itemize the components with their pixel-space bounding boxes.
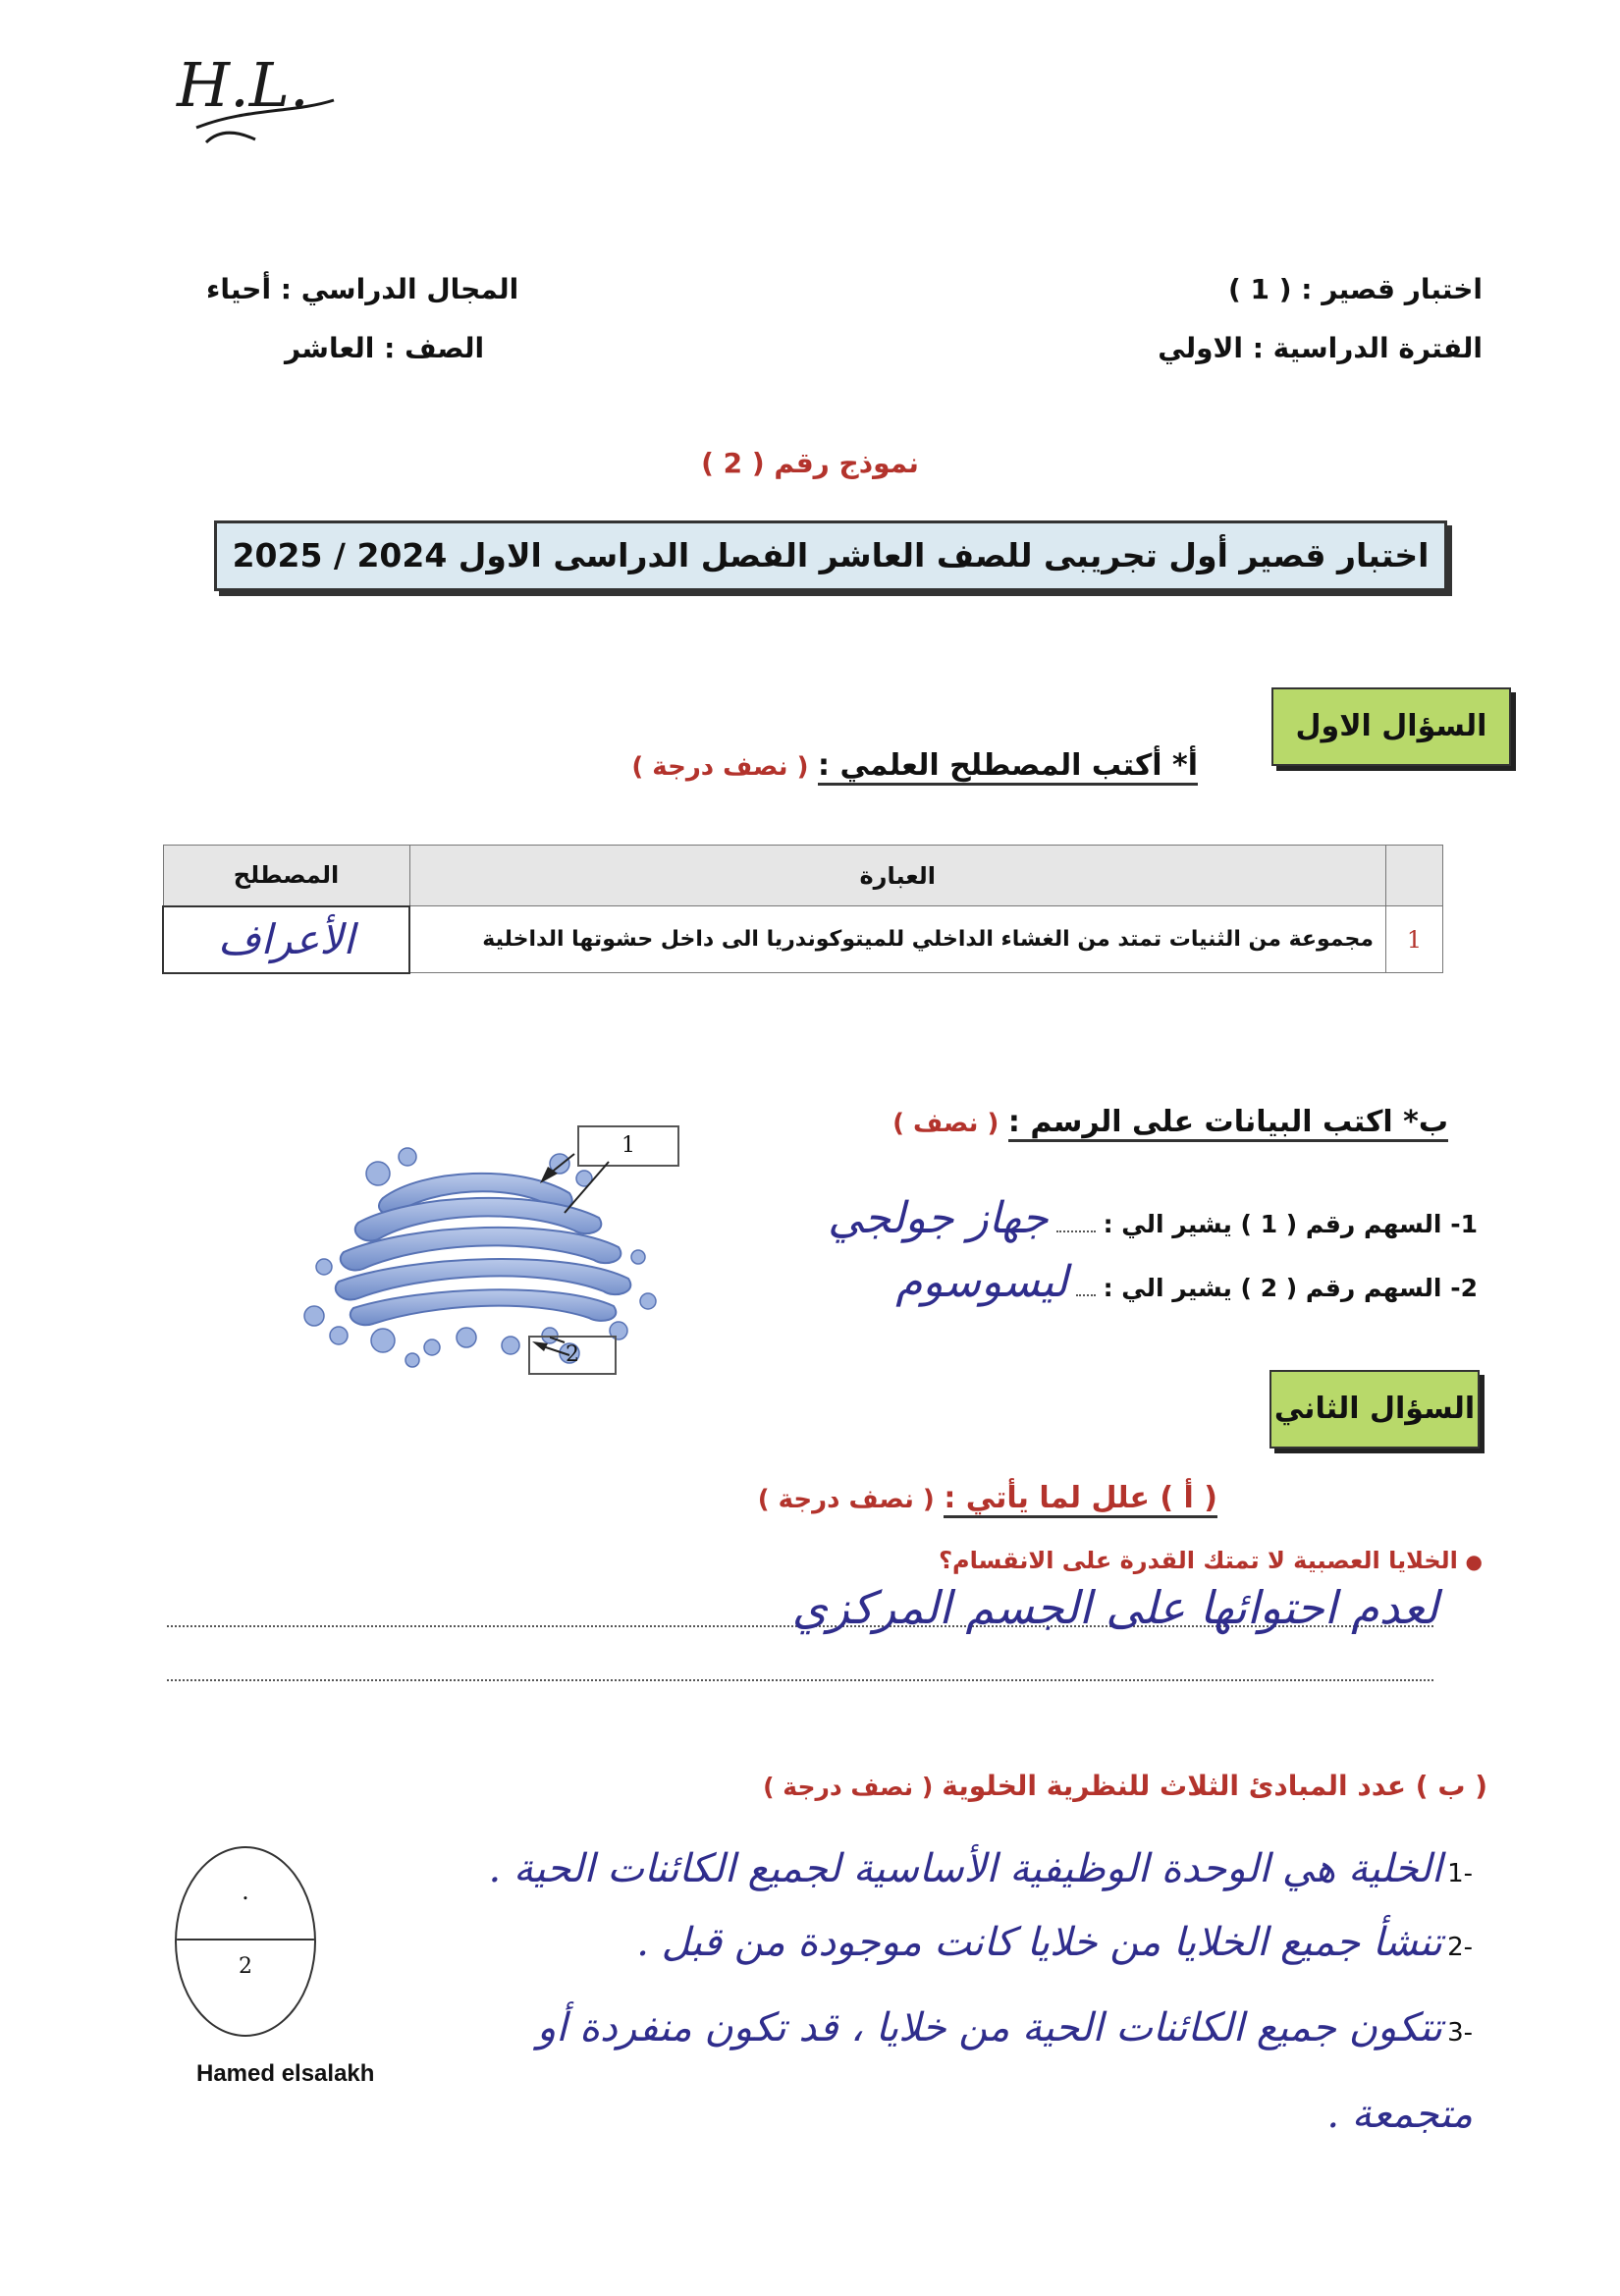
q1-part-a-heading xyxy=(631,748,1198,783)
label-item-1-answer: جهاز جولجي xyxy=(828,1193,1049,1243)
q1-part-b-heading xyxy=(892,1105,1448,1139)
term-table xyxy=(162,845,1443,974)
q2-part-a-question-text: الخلايا العصبية لا تمتك القدرة على الانقسام؟ xyxy=(939,1547,1458,1574)
principle-1-answer: الخلية هي الوحدة الوظيفية الأساسية لجميع الكائنات الحية . xyxy=(488,1846,1442,1891)
statement-header: العبارة xyxy=(409,846,1386,906)
principle-3-answer: تتكون جميع الكائنات الحية من خلايا ، قد تكون منفردة أو متجمعة . xyxy=(536,2005,1473,2137)
q1-part-b-label: ب* اكتب البيانات على الرسم : xyxy=(1008,1105,1448,1142)
q2-part-a-heading xyxy=(758,1481,1217,1515)
principle-2-num: -2 xyxy=(1447,1933,1473,1962)
label-item-1 xyxy=(828,1193,1478,1243)
principle-2-answer: تنشأ جميع الخلايا من خلايا كانت موجودة من قبل . xyxy=(636,1920,1442,1965)
q2-part-a-answer: لعدم احتوائها على الجسم المركزي xyxy=(791,1581,1438,1634)
score-bottom: 2 xyxy=(239,1954,252,1979)
q2-part-b-grade: ( نصف درجة ) xyxy=(763,1773,934,1801)
row-answer: الأعراف xyxy=(163,906,409,973)
question-1-title: السؤال الاول xyxy=(1271,687,1511,766)
principle-3-num: -3 xyxy=(1447,2018,1473,2048)
model-number: نموذج رقم ( 2 ) xyxy=(701,447,919,479)
signature-underline xyxy=(187,88,344,147)
q2-part-a-grade: ( نصف درجة ) xyxy=(757,1485,935,1514)
exam-title-banner: اختبار قصير أول تجريبى للصف العاشر الفصل الدراسى الاول 2024 / 2025 xyxy=(214,520,1447,591)
principle-1-num: -1 xyxy=(1447,1859,1473,1888)
principle-1 xyxy=(489,1846,1473,1891)
figure-label-2: 2 xyxy=(528,1336,617,1375)
principle-3 xyxy=(491,1989,1473,2161)
table-row xyxy=(163,906,1443,973)
q2-part-b-label: ( ب ) عدد المبادئ الثلاث للنظرية الخلوية xyxy=(942,1770,1487,1802)
term-header: المصطلح xyxy=(163,846,409,906)
question-2-title: السؤال الثاني xyxy=(1269,1370,1480,1449)
figure-label-1: 1 xyxy=(577,1125,679,1167)
score-divider xyxy=(177,1939,314,1941)
principle-2 xyxy=(636,1920,1473,1965)
period-label: الفترة الدراسية : الاولي xyxy=(1158,332,1483,364)
answer-line-2 xyxy=(167,1679,1433,1681)
signature: H.L. xyxy=(177,49,309,121)
q1-part-a-grade: ( نصف درجة ) xyxy=(631,752,809,782)
q2-part-b-heading xyxy=(763,1770,1487,1802)
q2-part-a-label: ( أ ) علل لما يأتي : xyxy=(944,1481,1217,1518)
grade-label: الصف : العاشر xyxy=(285,332,485,364)
score-oval xyxy=(175,1846,316,2037)
label-item-2 xyxy=(895,1257,1478,1307)
q1-part-b-grade: ( نصف ) xyxy=(892,1109,999,1138)
subject-label: المجال الدراسي : أحياء xyxy=(206,273,519,305)
figure-label-arrows xyxy=(550,1154,648,1350)
row-number: 1 xyxy=(1386,906,1443,973)
bullet-icon: ● xyxy=(1465,1550,1483,1573)
author-name: Hamed elsalakh xyxy=(196,2060,375,2087)
row-statement: مجموعة من الثنيات تمتد من الغشاء الداخلي للميتوكوندريا الى داخل حشوتها الداخلية xyxy=(409,906,1386,973)
q1-part-a-label: أ* أكتب المصطلح العلمي : xyxy=(818,748,1198,786)
quiz-label: اختبار قصير : ( 1 ) xyxy=(1227,273,1483,305)
label-item-2-prefix: 2- السهم رقم ( 2 ) يشير الي : xyxy=(1103,1274,1478,1302)
label-item-2-answer: ليسوسوم xyxy=(895,1257,1068,1307)
label-item-1-prefix: 1- السهم رقم ( 1 ) يشير الي : xyxy=(1103,1210,1478,1238)
score-top: . xyxy=(242,1878,249,1905)
q2-part-a-question xyxy=(939,1547,1483,1574)
